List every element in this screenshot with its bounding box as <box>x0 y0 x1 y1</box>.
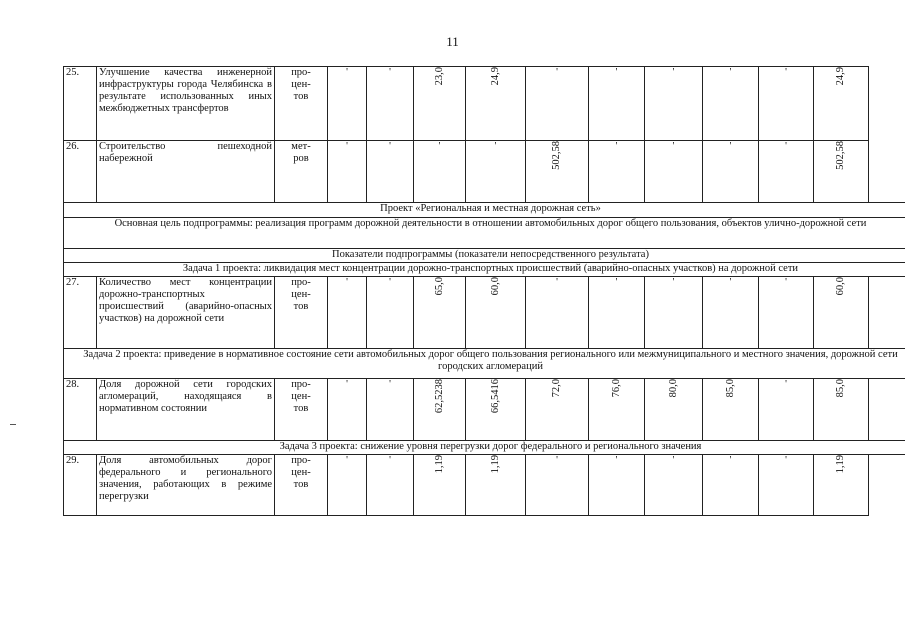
indicators-table <box>63 66 905 516</box>
section-header: Задача 3 проекта: снижение уровня перегрузки дорог федерального и регионального значения <box>64 441 905 455</box>
value-cell <box>759 379 814 441</box>
value-text: ' <box>389 455 391 466</box>
value-text: 1,19 <box>489 455 501 474</box>
value-text: 502,58 <box>835 141 846 170</box>
page-number: 11 <box>446 34 459 49</box>
value-cell <box>526 455 589 516</box>
margin-mark <box>10 424 16 425</box>
indicator-name: Доля дорожной сети городских агломераций, находящаяся в нормативном состоянии <box>97 379 275 441</box>
value-text: 85,0 <box>835 379 846 398</box>
value-cell <box>645 379 703 441</box>
value-cell <box>367 141 414 203</box>
section-header: Показатели подпрограммы (показатели непосредственного результата) <box>64 249 905 263</box>
value-cell <box>759 67 814 141</box>
value-cell <box>414 379 466 441</box>
value-text: ' <box>729 455 732 466</box>
value-text: 24,9 <box>835 67 846 86</box>
value-text: ' <box>389 277 391 288</box>
value-cell <box>526 277 589 349</box>
value-cell <box>466 67 526 141</box>
section-row <box>64 441 905 455</box>
row-number: 26. <box>64 141 97 203</box>
value-text: ' <box>672 141 675 152</box>
value-cell <box>814 455 869 516</box>
table-row <box>64 141 905 203</box>
table-row <box>64 277 905 349</box>
value-text: 80,0 <box>667 379 679 398</box>
section-row <box>64 249 905 263</box>
value-text: 23,0 <box>433 67 445 86</box>
value-text: 72,0 <box>551 379 562 398</box>
value-cell <box>589 141 645 203</box>
value-cell <box>414 67 466 141</box>
value-text: ' <box>615 67 618 78</box>
value-text: ' <box>785 455 787 466</box>
value-text: ' <box>785 379 787 390</box>
value-cell <box>703 277 759 349</box>
unit-cell: мет- ров <box>275 141 328 203</box>
value-cell <box>589 67 645 141</box>
value-text: 85,0 <box>724 379 736 398</box>
value-text: ' <box>389 379 391 390</box>
value-cell <box>466 379 526 441</box>
value-text: ' <box>729 67 732 78</box>
value-text: ' <box>615 455 618 466</box>
value-cell <box>703 455 759 516</box>
unit-cell: про- цен- тов <box>275 455 328 516</box>
indicator-name: Доля автомобильных дорог федерального и регионального значения, работающих в режиме перегрузки <box>97 455 275 516</box>
value-cell <box>759 141 814 203</box>
value-cell <box>328 455 367 516</box>
value-cell <box>814 141 869 203</box>
indicator-name: Улучшение качества инженерной инфраструктуры города Челябинска в результате использованных иных межбюджетных трансфертов <box>97 67 275 141</box>
value-text: ' <box>785 277 787 288</box>
value-text: 65,0 <box>433 277 445 296</box>
value-cell <box>759 455 814 516</box>
value-cell <box>814 379 869 441</box>
value-text: ' <box>672 277 675 288</box>
value-cell <box>414 141 466 203</box>
value-cell <box>414 277 466 349</box>
value-text: ' <box>729 141 732 152</box>
value-cell <box>645 67 703 141</box>
row-number: 25. <box>64 67 97 141</box>
value-text: ' <box>389 141 391 152</box>
row-number: 29. <box>64 455 97 516</box>
value-text: ' <box>346 379 348 390</box>
value-cell <box>645 455 703 516</box>
table-row <box>64 379 905 441</box>
indicator-name: Количество мест концентрации дорожно-транспортных происшествий (аварийно-опасных участков) на дорожной сети <box>97 277 275 349</box>
value-text: 60,0 <box>835 277 846 296</box>
value-cell <box>759 277 814 349</box>
value-text: ' <box>389 67 391 78</box>
value-text: ' <box>729 277 732 288</box>
value-text: ' <box>615 141 618 152</box>
value-text: ' <box>438 141 441 152</box>
value-text: ' <box>346 455 348 466</box>
value-text: ' <box>556 67 558 78</box>
value-cell <box>328 67 367 141</box>
row-number: 27. <box>64 277 97 349</box>
unit-cell: про- цен- тов <box>275 379 328 441</box>
value-text: ' <box>346 67 348 78</box>
value-cell <box>703 67 759 141</box>
unit-cell: про- цен- тов <box>275 67 328 141</box>
value-cell <box>814 67 869 141</box>
value-cell <box>526 67 589 141</box>
value-cell <box>589 455 645 516</box>
value-cell <box>526 379 589 441</box>
value-text: ' <box>672 455 675 466</box>
section-row <box>64 349 905 379</box>
value-cell <box>589 277 645 349</box>
value-cell <box>526 141 589 203</box>
value-text: 76,0 <box>610 379 622 398</box>
value-cell <box>367 379 414 441</box>
section-header: Задача 2 проекта: приведение в нормативное состояние сети автомобильных дорог общего пользования регионального или межмуниципального и местного значения, дорожной сети городских агломераций <box>64 349 905 379</box>
value-cell <box>703 379 759 441</box>
section-header: Проект «Региональная и местная дорожная сеть» <box>64 203 905 218</box>
value-text: ' <box>556 277 558 288</box>
section-header: Основная цель подпрограммы: реализация программ дорожной деятельности в отношении автомобильных дорог общего пользования, объектов улично-дорожной сети <box>64 218 905 249</box>
value-cell <box>589 379 645 441</box>
value-text: 62,5238 <box>433 379 445 414</box>
value-text: 66,5416 <box>489 379 501 414</box>
section-header: Задача 1 проекта: ликвидация мест концентрации дорожно-транспортных происшествий (аварийно-опасных участков) на дорожной сети <box>64 263 905 277</box>
value-text: ' <box>672 67 675 78</box>
value-cell <box>328 141 367 203</box>
value-cell <box>466 141 526 203</box>
value-text: 502,58 <box>551 141 562 170</box>
value-cell <box>645 141 703 203</box>
value-cell <box>328 277 367 349</box>
table-row <box>64 455 905 516</box>
value-text: ' <box>785 67 787 78</box>
value-cell <box>466 277 526 349</box>
value-cell <box>367 455 414 516</box>
value-cell <box>414 455 466 516</box>
value-text: ' <box>556 455 558 466</box>
section-row <box>64 203 905 218</box>
indicator-name: Строительство пешеходной набережной <box>97 141 275 203</box>
section-row <box>64 263 905 277</box>
table-row <box>64 67 905 141</box>
row-number: 28. <box>64 379 97 441</box>
value-text: ' <box>346 141 348 152</box>
value-cell <box>367 67 414 141</box>
unit-cell: про- цен- тов <box>275 277 328 349</box>
value-text: 1,19 <box>433 455 445 474</box>
section-row <box>64 218 905 249</box>
value-text: 1,19 <box>835 455 846 474</box>
value-text: 60,0 <box>489 277 501 296</box>
value-cell <box>814 277 869 349</box>
value-cell <box>703 141 759 203</box>
value-text: ' <box>494 141 497 152</box>
value-cell <box>367 277 414 349</box>
value-text: ' <box>785 141 787 152</box>
value-cell <box>645 277 703 349</box>
value-text: ' <box>346 277 348 288</box>
value-cell <box>328 379 367 441</box>
value-text: 24,9 <box>489 67 501 86</box>
value-cell <box>466 455 526 516</box>
value-text: ' <box>615 277 618 288</box>
